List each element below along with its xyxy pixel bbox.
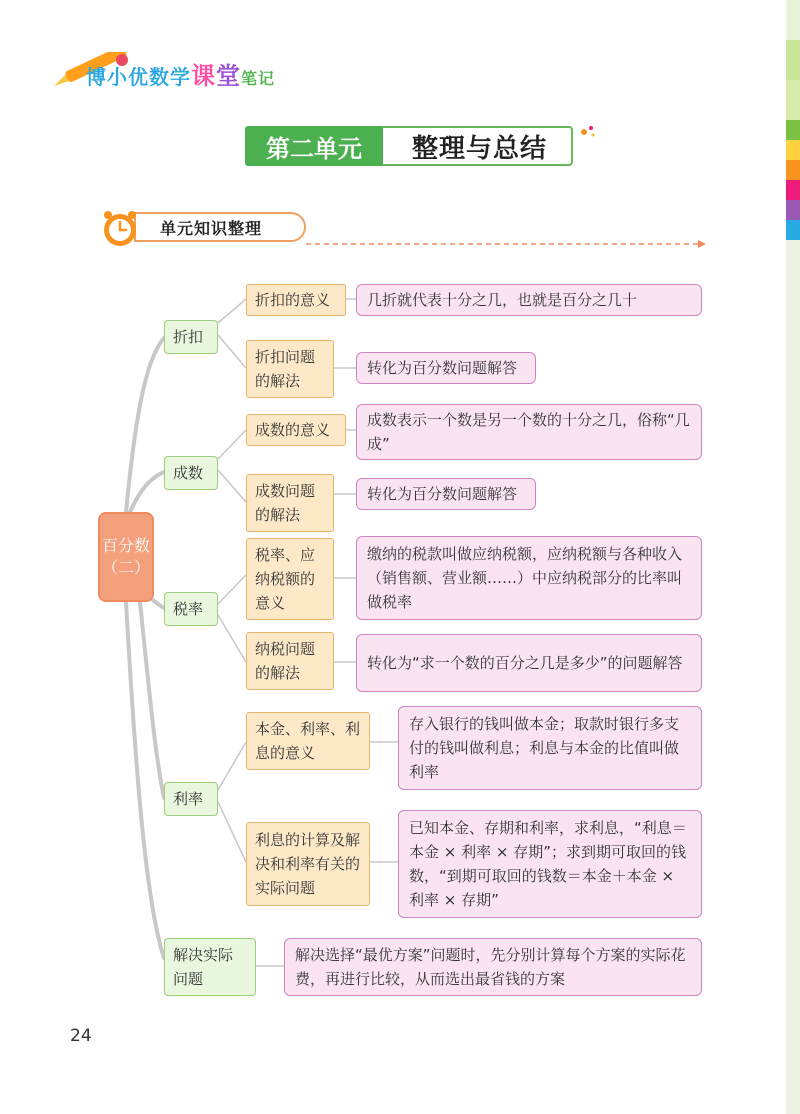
root-node: 百分数（二） (98, 512, 154, 602)
topic-discount: 折扣 (164, 320, 218, 354)
sub-interest-meaning: 本金、利率、利息的意义 (246, 712, 370, 770)
desc-practical-problems: 解决选择“最优方案”问题时，先分别计算每个方案的实际花费，再进行比较，从而选出最省钱的方案 (284, 938, 702, 996)
desc-interest-calc: 已知本金、存期和利率，求利息，“利息＝本金 × 利率 × 存期”；求到期可取回的钱数，“到期可取回的钱数＝本金＋本金 × 利率 × 存期” (398, 810, 702, 918)
logo-text-d: 笔记 (241, 69, 276, 88)
sub-discount-meaning: 折扣的意义 (246, 284, 346, 316)
logo-text-b: 课 (191, 62, 216, 90)
page-number: 24 (70, 1026, 92, 1046)
sub-chengshu-meaning: 成数的意义 (246, 414, 346, 446)
sub-discount-method: 折扣问题的解法 (246, 340, 334, 398)
unit-title: 整理与总结 (411, 133, 547, 164)
desc-chengshu-meaning: 成数表示一个数是另一个数的十分之几，俗称“几成” (356, 404, 702, 460)
topic-interest-rate: 利率 (164, 782, 218, 816)
topic-chengshu: 成数 (164, 456, 218, 490)
desc-tax-meaning: 缴纳的税款叫做应纳税额，应纳税额与各种收入（销售额、营业额……）中应纳税部分的比率叫做税率 (356, 536, 702, 620)
desc-interest-meaning: 存入银行的钱叫做本金；取款时银行多支付的钱叫做利息；利息与本金的比值叫做利率 (398, 706, 702, 790)
sub-interest-calc: 利息的计算及解决和利率有关的实际问题 (246, 822, 370, 906)
desc-chengshu-method: 转化为百分数问题解答 (356, 478, 536, 510)
desc-tax-method: 转化为“求一个数的百分之几是多少”的问题解答 (356, 634, 702, 692)
logo-text-a: 博小优数学 (86, 65, 191, 89)
desc-discount-method: 转化为百分数问题解答 (356, 352, 536, 384)
logo-text-c: 堂 (216, 62, 241, 90)
unit-number: 第二单元 (245, 126, 383, 166)
topic-practical-problems: 解决实际问题 (164, 938, 256, 996)
sub-tax-method: 纳税问题的解法 (246, 632, 334, 690)
sub-chengshu-method: 成数问题的解法 (246, 474, 334, 532)
section-title: 单元知识整理 (134, 212, 306, 242)
desc-discount-meaning: 几折就代表十分之几，也就是百分之几十 (356, 284, 702, 316)
topic-tax-rate: 税率 (164, 592, 218, 626)
sub-tax-meaning: 税率、应纳税额的意义 (246, 538, 334, 620)
